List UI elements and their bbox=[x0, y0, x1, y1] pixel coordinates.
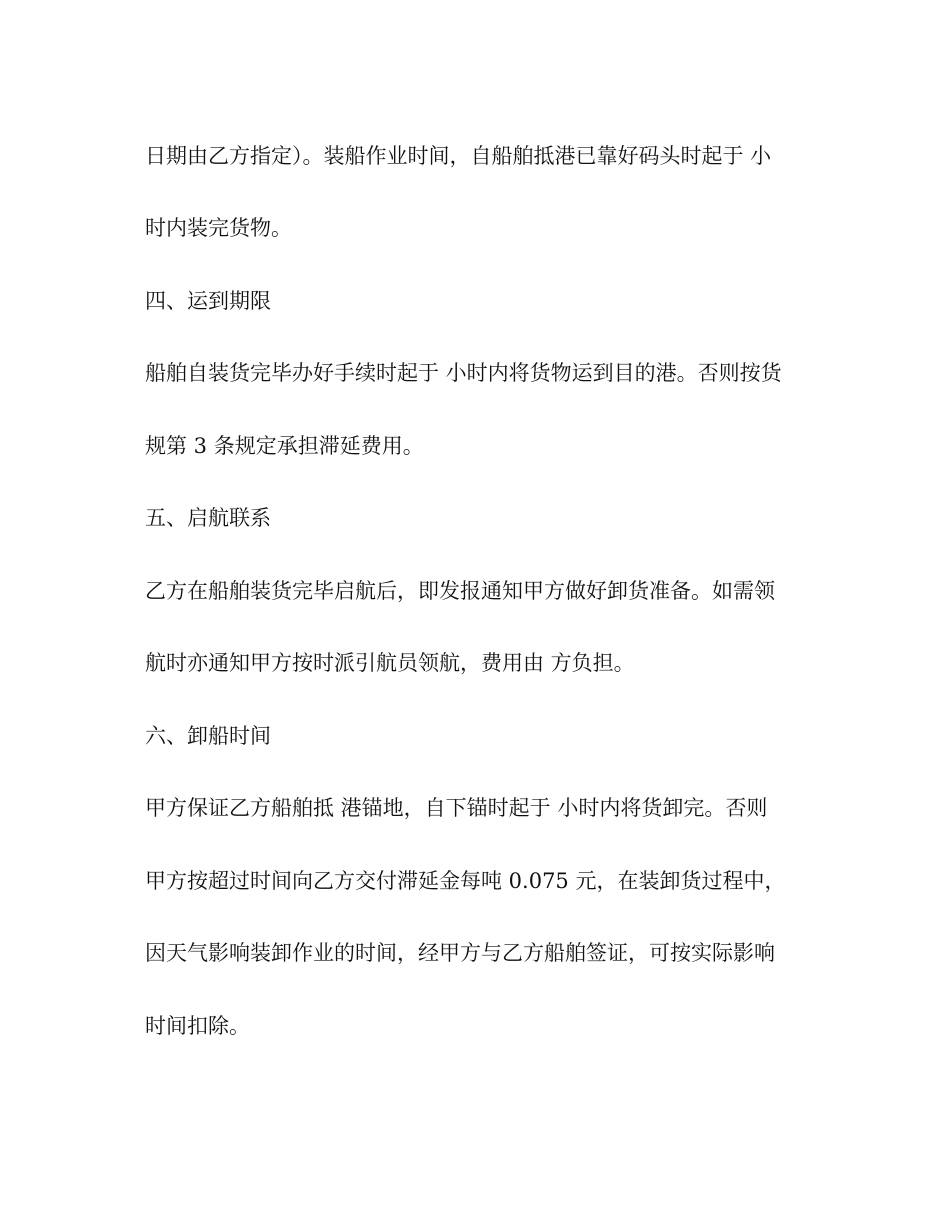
section-heading-delivery-deadline: 四、运到期限 bbox=[145, 289, 271, 313]
section-heading-departure-contact: 五、启航联系 bbox=[145, 506, 271, 530]
paragraph-line: 日期由乙方指定）。装船作业时间，自船舶抵港已靠好码头时起于 小 bbox=[145, 144, 772, 168]
paragraph-line: 船舶自装货完毕办好手续时起于 小时内将货物运到目的港。否则按货 bbox=[145, 361, 782, 385]
paragraph-line: 乙方在船舶装货完毕启航后，即发报通知甲方做好卸货准备。如需领 bbox=[145, 579, 775, 603]
paragraph-line: 规第 3 条规定承担滞延费用。 bbox=[145, 434, 424, 458]
section-heading-unloading-time: 六、卸船时间 bbox=[145, 724, 271, 748]
paragraph-line: 航时亦通知甲方按时派引航员领航，费用由 方负担。 bbox=[145, 651, 635, 675]
paragraph-line: 甲方按超过时间向乙方交付滞延金每吨 0.075 元，在装卸货过程中， bbox=[145, 869, 786, 893]
paragraph-line: 甲方保证乙方船舶抵 港锚地，自下锚时起于 小时内将货卸完。否则 bbox=[145, 796, 768, 820]
paragraph-line: 时间扣除。 bbox=[145, 1014, 250, 1038]
paragraph-line: 时内装完货物。 bbox=[145, 216, 292, 240]
paragraph-line: 因天气影响装卸作业的时间，经甲方与乙方船舶签证，可按实际影响 bbox=[145, 941, 775, 965]
